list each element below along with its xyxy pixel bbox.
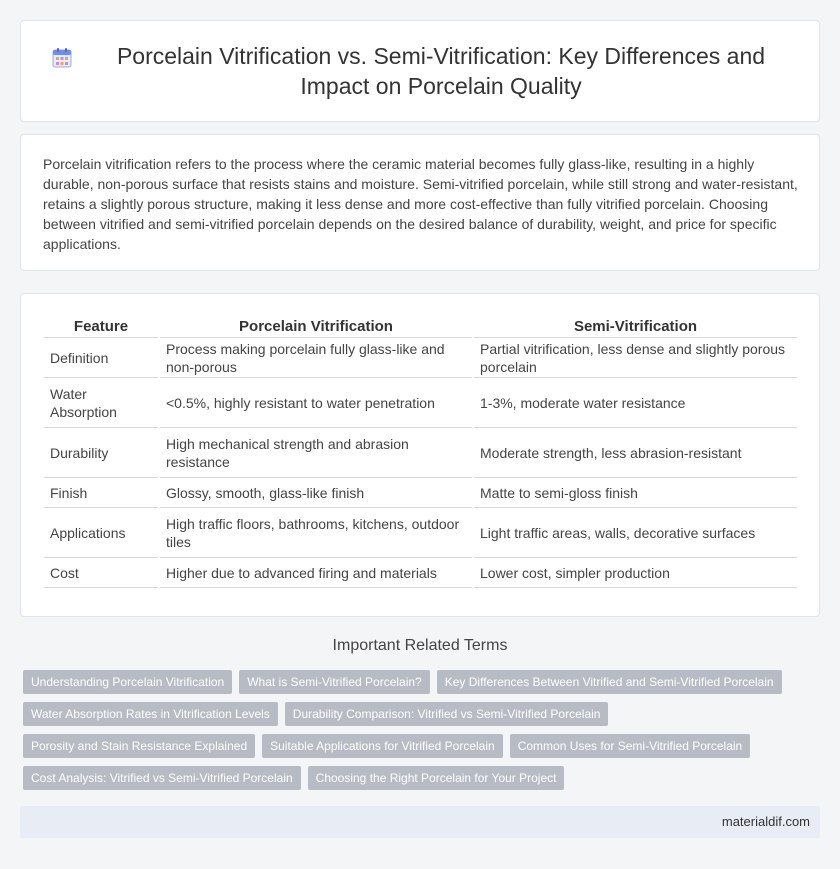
table-row — [44, 428, 797, 478]
table-cell: Finish — [44, 478, 158, 508]
related-term-tag[interactable]: Understanding Porcelain Vitrification — [23, 670, 232, 694]
table-row — [44, 558, 797, 588]
related-terms-list — [23, 670, 813, 798]
table-header-semi-vitrification: Semi-Vitrification — [474, 316, 797, 338]
table-header-vitrification: Porcelain Vitrification — [160, 316, 472, 338]
page-title: Porcelain Vitrification vs. Semi-Vitrification: Key Differences and Impact on Porcelain Quality — [116, 43, 766, 99]
related-term-tag[interactable]: Water Absorption Rates in Vitrification Levels — [23, 702, 278, 726]
table-header-feature: Feature — [44, 316, 158, 338]
table-cell: Higher due to advanced firing and materials — [160, 558, 472, 588]
comparison-table-card — [20, 293, 820, 617]
table-cell: High mechanical strength and abrasion resistance — [160, 428, 472, 478]
intro-paragraph: Porcelain vitrification refers to the process where the ceramic material becomes fully glass-like, resulting in a highly durable, non-porous surface that resists stains and moisture. Semi-vitrified porcelain, while still strong and water-resistant, retains a slightly porous structure, making it less dense and more cost-effective than fully vitrified porcelain. Choosing between vitrified and semi-vitrified porcelain depends on the desired balance of durability, weight, and price for specific applications. — [43, 156, 798, 252]
related-term-tag[interactable]: Porosity and Stain Resistance Explained — [23, 734, 255, 758]
table-cell: Cost — [44, 558, 158, 588]
table-cell: Light traffic areas, walls, decorative surfaces — [474, 508, 797, 558]
related-term-tag[interactable]: What is Semi-Vitrified Porcelain? — [239, 670, 430, 694]
table-cell: Applications — [44, 508, 158, 558]
related-term-tag[interactable]: Suitable Applications for Vitrified Porcelain — [262, 734, 503, 758]
table-cell: High traffic floors, bathrooms, kitchens, outdoor tiles — [160, 508, 472, 558]
table-cell: Lower cost, simpler production — [474, 558, 797, 588]
table-row — [44, 478, 797, 508]
intro-card — [20, 134, 820, 271]
table-cell: Durability — [44, 428, 158, 478]
table-cell: <0.5%, highly resistant to water penetration — [160, 378, 472, 428]
related-term-tag[interactable]: Key Differences Between Vitrified and Semi-Vitrified Porcelain — [437, 670, 782, 694]
header-card — [20, 20, 820, 122]
related-term-tag[interactable]: Choosing the Right Porcelain for Your Project — [308, 766, 565, 790]
table-cell: Matte to semi-gloss finish — [474, 478, 797, 508]
related-term-tag[interactable]: Cost Analysis: Vitrified vs Semi-Vitrified Porcelain — [23, 766, 301, 790]
related-terms-title: Important Related Terms — [332, 637, 508, 654]
related-term-tag[interactable]: Durability Comparison: Vitrified vs Semi-Vitrified Porcelain — [285, 702, 609, 726]
table-row — [44, 508, 797, 558]
footer — [20, 806, 820, 838]
table-cell: Process making porcelain fully glass-like and non-porous — [160, 338, 472, 378]
table-cell: Glossy, smooth, glass-like finish — [160, 478, 472, 508]
table-cell: Water Absorption — [44, 378, 158, 428]
related-term-tag[interactable]: Common Uses for Semi-Vitrified Porcelain — [510, 734, 751, 758]
table-cell: Partial vitrification, less dense and slightly porous porcelain — [474, 338, 797, 378]
table-row — [44, 338, 797, 378]
table-cell: Moderate strength, less abrasion-resistant — [474, 428, 797, 478]
footer-site-link[interactable]: materialdif.com — [721, 814, 810, 829]
table-row — [44, 378, 797, 428]
comparison-table — [42, 316, 799, 588]
table-cell: 1-3%, moderate water resistance — [474, 378, 797, 428]
table-cell: Definition — [44, 338, 158, 378]
calendar-icon — [51, 47, 73, 69]
